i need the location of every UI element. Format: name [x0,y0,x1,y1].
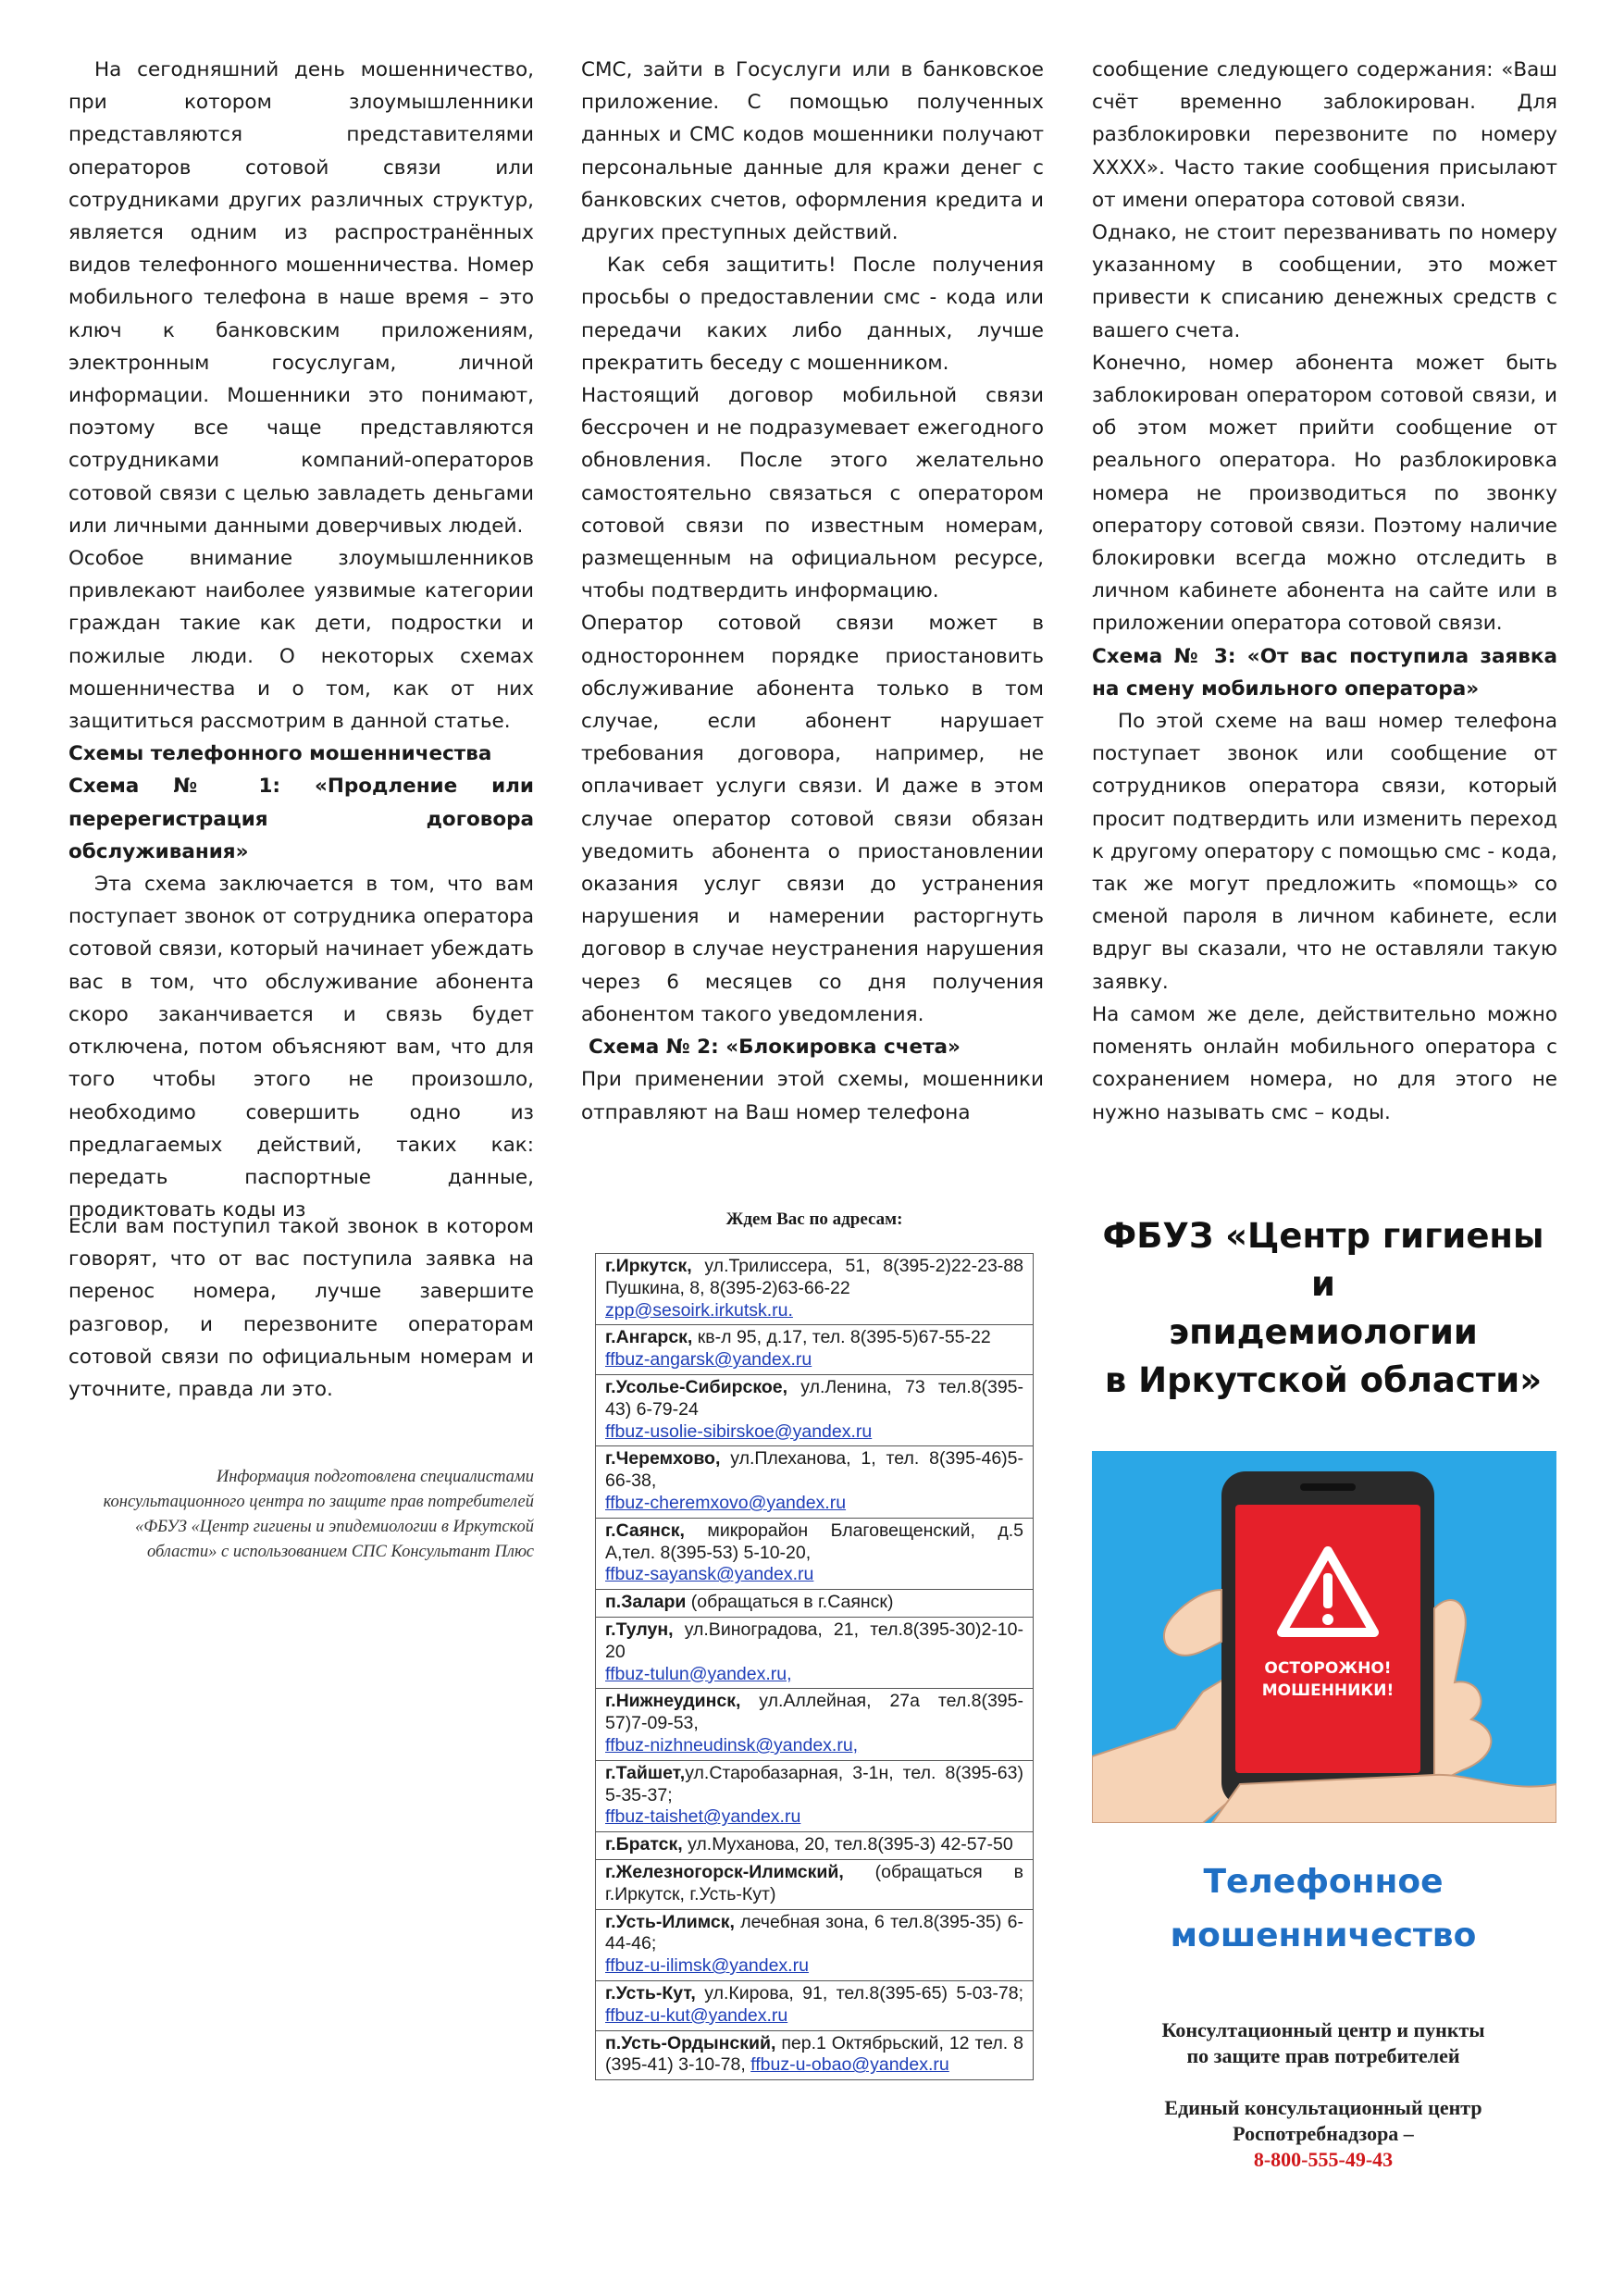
address-row [596,1689,1034,1760]
scheme-1-continued: СМС, зайти в Госуслуги или в банковское приложение. С помощью полученных данных и СМС кодов мошенники получают персональные данные для кражи денег с банковских счетов, оформления кредита и других преступных действий. [581,58,1044,245]
address-details: пер.1 Октябрьский, 12 тел. 8 (395-41) 3-10-78, [605,2032,1023,2076]
address-row [596,1374,1034,1445]
address-cell [596,1590,1034,1618]
address-row [596,1325,1034,1375]
consultation-line-1: Консултационный центр и пункты [1161,2018,1485,2041]
address-details: ул.Кирова, 91, тел.8(395-65) 5-03-78; [695,1982,1023,2003]
organization-line-2: эпидемиологии [1169,1312,1478,1352]
intro-paragraph: На сегодняшний день мошенничество, при котором злоумышленники представляются представителями операторов сотовой связи или сотрудниками других различных структур, является одним из распространённых видов телефонного мошенничества. Номер мобильного телефона в наше время – это ключ к банковским приложениям, электронным госуслугам, личной информации. Мошенники это понимают, поэтому все чаще представляются сотрудниками компаний-операторов сотовой связи с целью завладеть деньгами или личными данными доверчивых людей. [68,58,534,538]
address-details: ул.Плеханова, 1, тел. 8(395-46)5-66-38, [605,1448,1023,1492]
consultation-line-4: Роспотребнадзора – [1233,2122,1414,2145]
column-3 [1092,54,1557,1129]
address-email-link[interactable]: ffbuz-u-obao@yandex.ru [750,2054,949,2076]
protect-paragraph: Как себя защитить! После получения просьбы о предоставлении смс - кода или передачи каких либо данных, лучше прекратить беседу с мошенником. [581,254,1044,375]
address-city: г.Братск, [605,1834,683,1855]
address-city: г.Тулун, [605,1619,674,1640]
address-details: (обращаться в г.Иркутск, г.Усть-Кут) [605,1861,1023,1904]
address-email-link[interactable]: ffbuz-angarsk@yandex.ru [605,1349,812,1371]
advice-paragraph: Если вам поступил такой звонок в котором говорят, что от вас поступила заявка на перенос номера, лучше завершите разговор, и перезвоните операторам сотовой связи по официальным номерам и уточните, правда ли это. [68,1215,534,1402]
address-city: г.Усолье-Сибирское, [605,1376,788,1397]
scheme-3-paragraph: По этой схеме на ваш номер телефона поступает звонок или сообщение от сотрудников оператора связи, который просит подтвердить или изменить переход к другому оператору с помощью смс - кода, так же могут предложить «помощь» со сменой пароля в личном кабинете, если вдруг вы сказали, что не оставляли такую заявку. [1092,710,1557,994]
phone-warning-illustration [1092,1451,1556,1823]
address-details: микрорайон Благовещенский, д.5 А,тел. 8(395-53) 5-10-20, [605,1520,1023,1563]
address-email-link[interactable]: ffbuz-cheremxovo@yandex.ru [605,1492,847,1513]
address-cell [596,1760,1034,1831]
address-city: г.Усть-Илимск, [605,1911,735,1932]
consultation-line-3: Единый консультационный центр [1164,2096,1482,2119]
brochure-title-line-2: мошенничество [1170,1917,1477,1954]
address-cell [596,1374,1034,1445]
brochure-title [1092,1855,1555,1963]
callback-warning-paragraph: Однако, не стоит перезванивать по номеру указанному в сообщении, это может привести к списанию денежных средств с вашего счета. [1092,221,1557,342]
address-city: г.Усть-Кут, [605,1982,696,2003]
organization-line-3: в Иркутской области» [1104,1360,1543,1400]
address-row [596,1518,1034,1589]
address-row [596,1859,1034,1909]
address-email-link[interactable]: zpp@sesoirk.irkutsk.ru. [605,1299,793,1321]
address-city: г.Черемхово, [605,1448,721,1470]
screen-warning-text-2: МОШЕННИКИ! [1261,1681,1395,1700]
address-cell [596,1909,1034,1980]
contract-paragraph: Настоящий договор мобильной связи бессрочен и не подразумевает ежегодного обновления. После этого желательно самостоятельно связаться с оператором сотовой связи по известным номерам, размещенным на официальном ресурсе, чтобы подтвердить информацию. [581,384,1044,603]
address-row [596,1590,1034,1618]
addresses-title: Ждем Вас по адресам: [725,1210,903,1229]
address-email-link[interactable]: ffbuz-nizhneudinsk@yandex.ru, [605,1734,859,1755]
address-details: кв-л 95, д.17, тел. 8(395-5)67-55-22 [692,1327,991,1348]
address-email-link[interactable]: ffbuz-taishet@yandex.ru [605,1806,801,1828]
address-row [596,1980,1034,2030]
address-cell [596,1617,1034,1688]
scheme-3-heading: Схема № 3: «От вас поступила заявка на смену мобильного оператора» [1092,644,1557,701]
address-email-link[interactable]: ffbuz-usolie-sibirskoe@yandex.ru [605,1420,873,1442]
address-details: ул.Старобазарная, 3-1н, тел. 8(395-63) 5-35-37; [605,1762,1023,1805]
address-cell [596,1832,1034,1860]
phone-speaker [1300,1483,1356,1491]
address-details: ул.Трилиссера, 51, 8(395-2)22-23-88 Пушкина, 8, 8(395-2)63-66-22 [605,1256,1023,1298]
address-city: п.Залари [605,1592,687,1613]
organization-name [1092,1212,1555,1405]
address-row [596,1617,1034,1688]
address-city: г.Железногорск-Илимский, [605,1861,844,1882]
scheme-2-heading: Схема № 2: «Блокировка счета» [589,1036,961,1060]
address-details: ул.Муханова, 20, тел.8(395-3) 42-57-50 [682,1834,1013,1855]
address-email-link[interactable]: ffbuz-u-ilimsk@yandex.ru [605,1955,809,1977]
organization-line-1: ФБУЗ «Центр гигиены и [1102,1216,1544,1304]
brochure-title-line-1: Телефонное [1203,1863,1444,1901]
address-row [596,1760,1034,1831]
address-city: г.Ангарск, [605,1327,693,1348]
consultation-line-2: по защите прав потребителей [1186,2044,1460,2067]
address-cell [596,1518,1034,1589]
address-email-link[interactable]: ffbuz-sayansk@yandex.ru [605,1564,814,1585]
address-city: г.Тайшет, [605,1762,686,1783]
real-block-paragraph: Конечно, номер абонента может быть заблокирован оператором сотовой связи, и об этом может прийти сообщение от реального оператора. Но разблокировка номера не производиться по звонку оператору сотовой связи. Поэтому наличие блокировки всегда можно отследить в личном кабинете абонента на сайте или в приложении оператора сотовой связи. [1092,351,1557,636]
address-row [596,1254,1034,1325]
addresses-table [595,1253,1034,2080]
address-cell [596,1446,1034,1518]
address-cell [596,1689,1034,1760]
address-row [596,1909,1034,1980]
address-city: г.Иркутск, [605,1256,692,1276]
address-city: г.Нижнеудинск, [605,1691,741,1712]
address-cell [596,1254,1034,1325]
address-details: ул.Виноградова, 21, тел.8(395-30)2-10-20 [605,1619,1023,1662]
address-cell [596,1325,1034,1375]
column-2 [581,54,1044,1129]
scheme-1-heading: Схема № 1: «Продление или перерегистрация договора обслуживания» [68,775,534,863]
address-details: ул.Аллейная, 27а тел.8(395-57)7-09-53, [605,1691,1023,1734]
hotline-phone: 8-800-555-49-43 [1253,2148,1394,2171]
screen-warning-text-1: ОСТОРОЖНО! [1264,1659,1392,1678]
address-cell [596,1980,1034,2030]
address-row [596,1832,1034,1860]
credit-note: Информация подготовлена специалистами консультационного центра по защите прав потребителей «ФБУЗ «Центр гигиены и эпидемиологии в Иркутской области» с использованием СПС Консультант Плюс [103,1468,534,1561]
schemes-heading: Схемы телефонного мошенничества [68,742,492,766]
vulnerable-paragraph: Особое внимание злоумышленников привлекают наиболее уязвимые категории граждан такие как дети, подростки и пожилые люди. О некоторых схемах мошенничества и о том, как от них защититься рассмотрим в данной статье. [68,547,534,734]
advice-paragraph-block [68,1210,534,1406]
operator-paragraph: Оператор сотовой связи может в одностороннем порядке приостановить обслуживание абонента только в том случае, если абонент нарушает требования договора, например, не оплачивает услуги связи. И даже в этом случае оператор сотовой связи обязан уведомить абонента о приостановлении оказания услуг связи до устранения нарушения и намерении расторгнуть договор в случае неустранения нарушения через 6 месяцев со дня получения абонентом такого уведомления. [581,612,1044,1026]
exclamation-dot [1322,1614,1333,1625]
address-city: п.Усть-Ордынский, [605,2032,776,2053]
address-cell [596,2030,1034,2080]
address-details: лечебная зона, 6 тел.8(395-35) 6-44-46; [605,1911,1023,1954]
address-email-link[interactable]: ffbuz-u-kut@yandex.ru [605,2004,788,2026]
scheme-2-paragraph: При применении этой схемы, мошенники отправляют на Ваш номер телефона [581,1068,1044,1124]
phone-screen [1235,1505,1420,1773]
exclamation-bar [1323,1573,1333,1608]
address-details: ул.Ленина, 73 тел.8(395-43) 6-79-24 [605,1376,1023,1420]
scheme-2-continued: сообщение следующего содержания: «Ваш счёт временно заблокирован. Для разблокировки перезвоните по номеру ХХХХ». Часто такие сообщения присылают от имени оператора сотовой связи. [1092,58,1557,212]
scheme-3-conclusion: На самом же деле, действительно можно поменять онлайн мобильного оператора с сохранением номера, но для этого не нужно называть смс – коды. [1092,1002,1557,1124]
address-email-link[interactable]: ffbuz-tulun@yandex.ru, [605,1663,792,1684]
address-details: (обращаться в г.Саянск) [686,1592,894,1613]
address-row [596,1446,1034,1518]
address-row [596,2030,1034,2080]
address-cell [596,1859,1034,1909]
address-city: г.Саянск, [605,1520,685,1541]
column-1 [68,54,534,1226]
scheme-1-paragraph: Эта схема заключается в том, что вам поступает звонок от сотрудника оператора сотовой связи, который начинает убеждать вас в том, что обслуживание абонента скоро заканчивается и связь будет отключена, потом объясняют вам, что для того чтобы этого не произошло, необходимо совершить одно из предлагаемых действий, таких как: передать паспортные данные, продиктовать коды из [68,873,534,1222]
consultation-block [1092,2017,1555,2173]
